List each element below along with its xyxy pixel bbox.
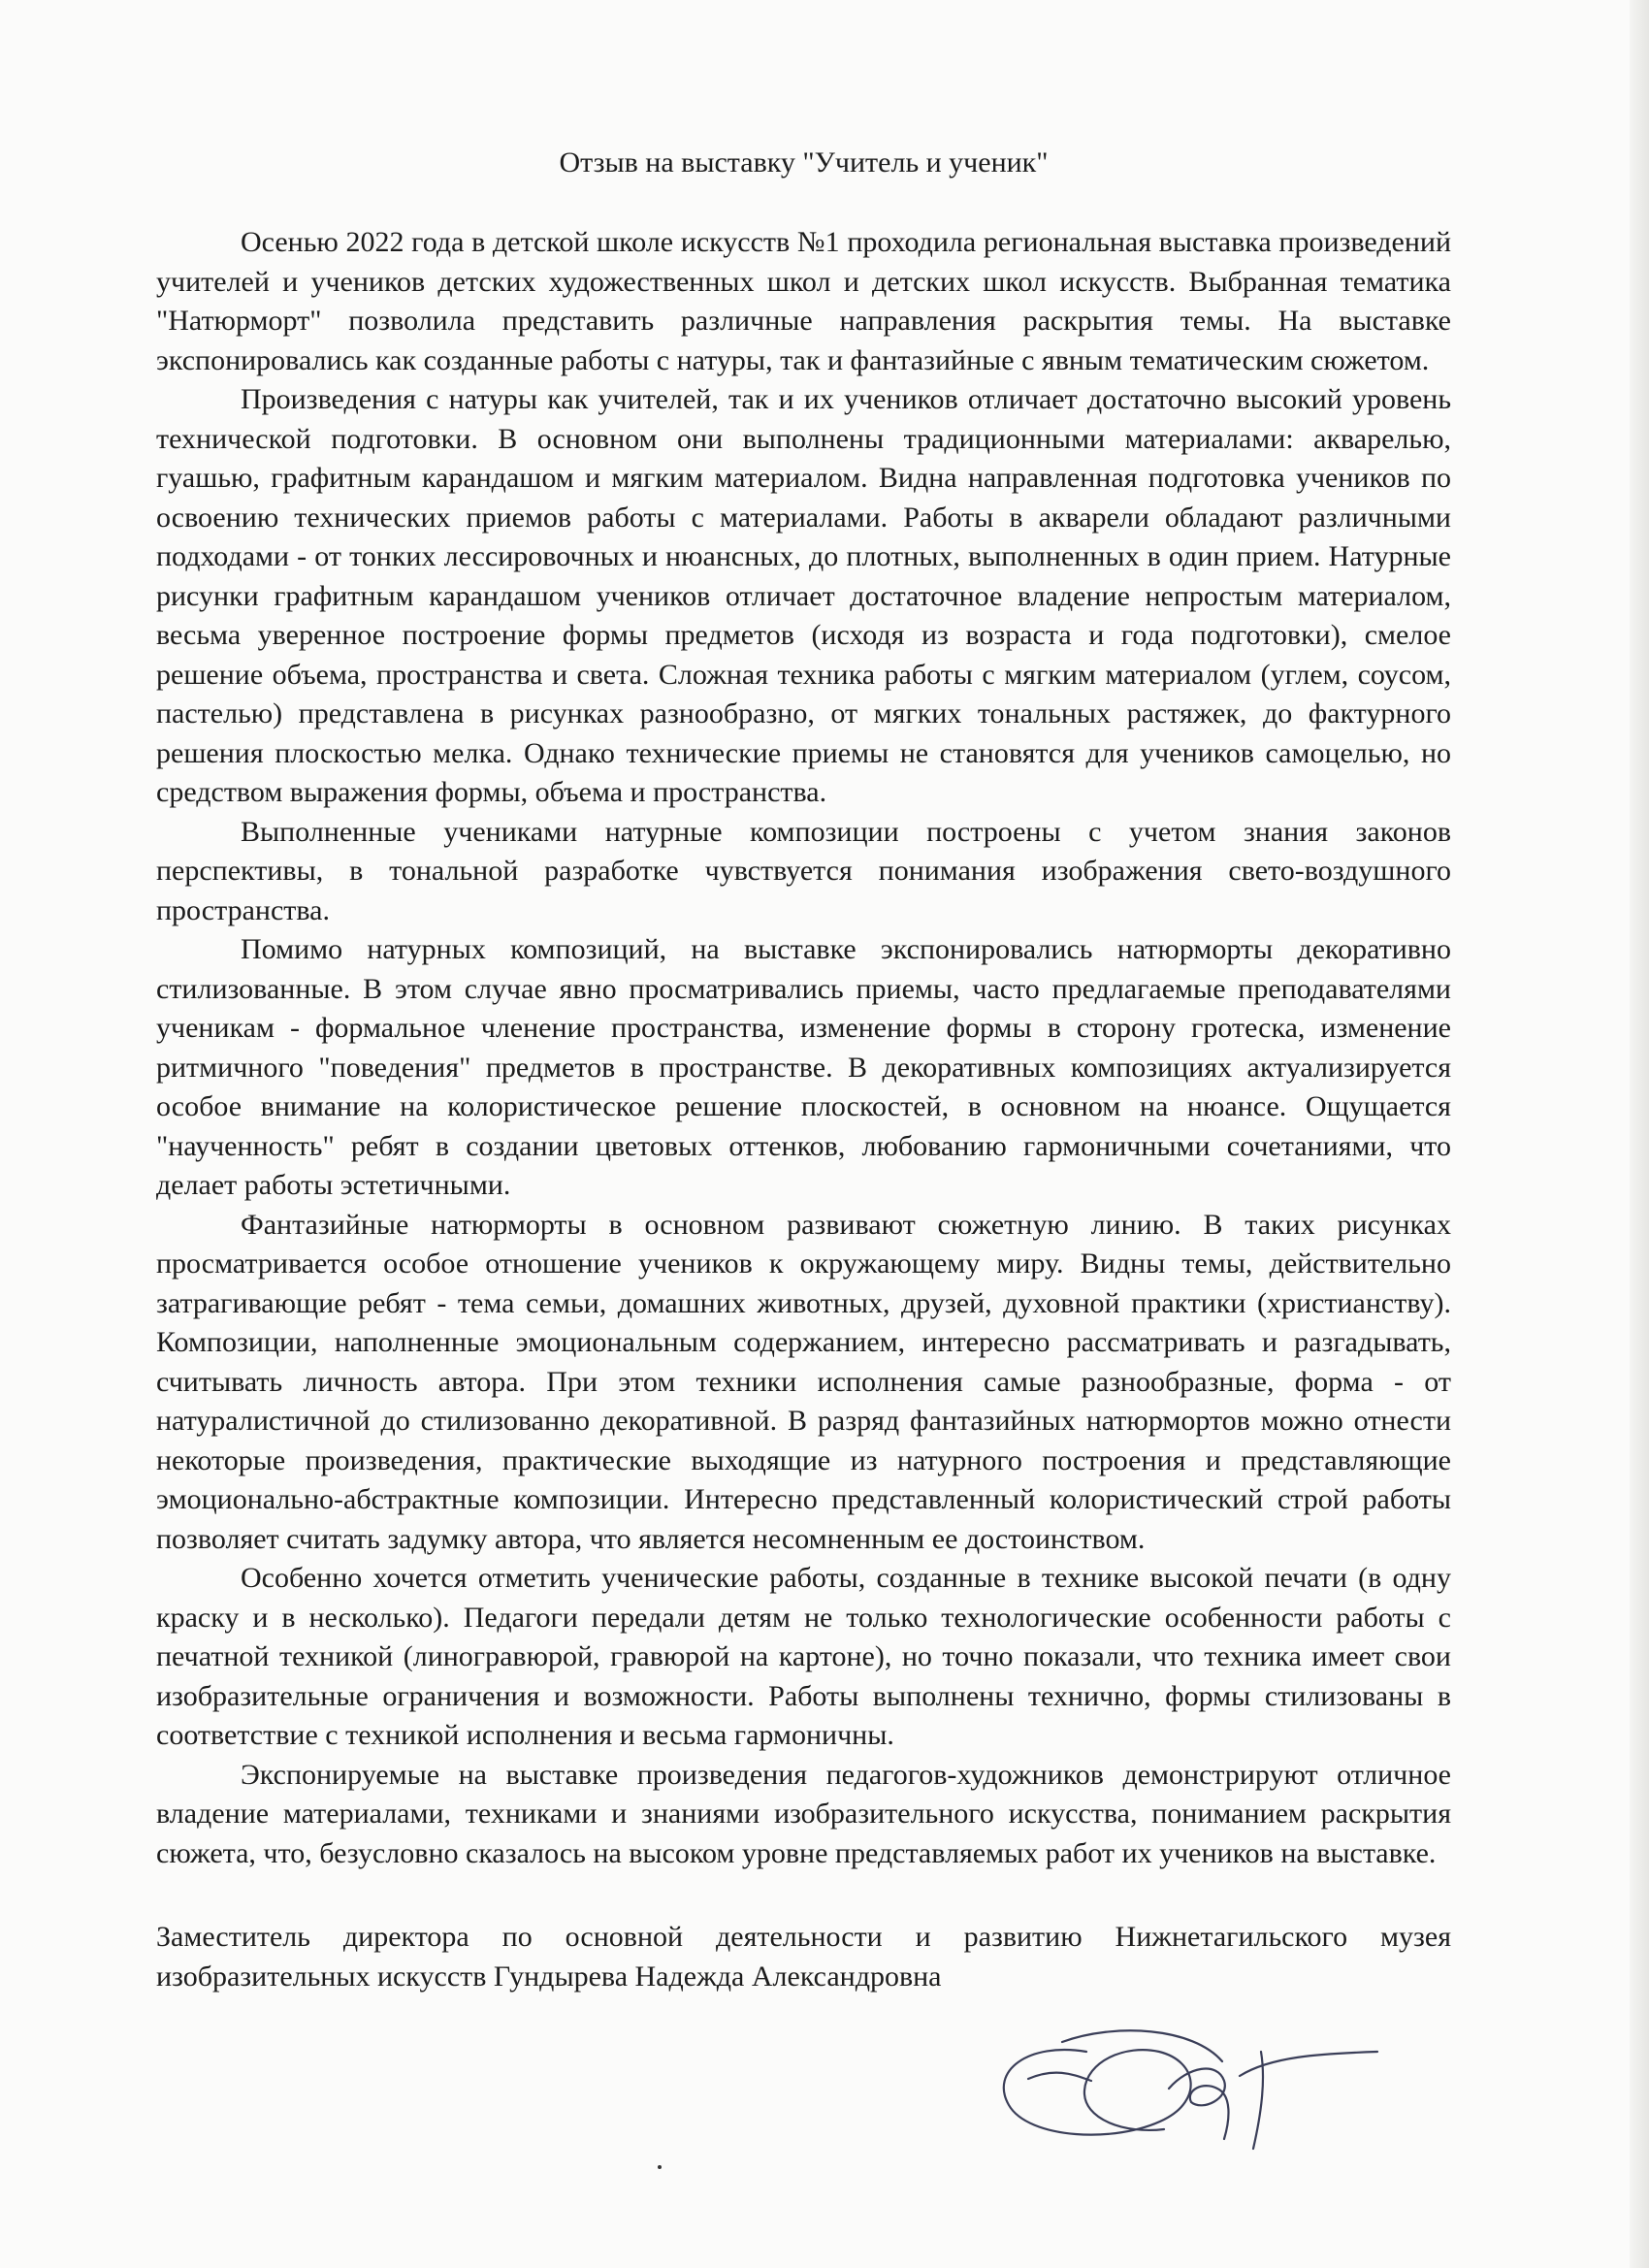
paragraph-nature-works: Произведения с натуры как учителей, так и их учеников отличает достаточно высокий уровень технической подготовки. В основном они выполнены традиционными материалами: акварелью, гуашью, графитным карандашом и мягким материалом. Видна направленная подготовка учеников по освоению технических приемов работы с материалами. Работы в акварели обладают различными подходами - от тонких лессировочных и нюансных, до плотных, выполненных в один прием. Натурные рисунки графитным карандашом учеников отличает достаточное владение непростым материалом, весьма уверенное построение формы предметов (исходя из возраста и года подготовки), смелое решение объема, пространства и света. Сложная техника работы с мягким материалом (углем, соусом, пастелью) представлена в рисунках разнообразно, от мягких тональных растяжек, до фактурного решения плоскостью мелка. Однако технические приемы не становятся для учеников самоцелью, но средством выражения формы, объема и пространства. <box>156 383 1451 808</box>
page-edge-shadow <box>1630 0 1649 2268</box>
paragraph-conclusion: Экспонируемые на выставке произведения педагогов-художников демонстрируют отличное владение материалами, техниками и знаниями изобразительного искусства, пониманием раскрытия сюжета, что, безусловно сказалось на высоком уровне представляемых работ их учеников на выставке. <box>156 1758 1451 1869</box>
paragraph-decorative: Помимо натурных композиций, на выставке экспонировались натюрморты декоративно стилизованные. В этом случае явно просматривались приемы, часто предлагаемые преподавателями ученикам - формальное членение пространства, изменение формы в сторону гротеска, изменение ритмичного "поведения" предметов в пространстве. В декоративных композициях актуализируется особое внимание на колористическое решение плоскостей, в основном на нюансе. Ощущается "наученность" ребят в создании цветовых оттенков, любованию гармоничными сочетаниями, что делает работы эстетичными. <box>156 933 1451 1201</box>
handwritten-signature <box>970 1984 1416 2178</box>
paragraph-fantasy: Фантазийные натюрморты в основном развивают сюжетную линию. В таких рисунках просматривается особое отношение учеников к окружающему миру. Видны темы, действительно затрагивающие ребят - тема семьи, домашних животных, друзей, духовной практики (христианству). Композиции, наполненные эмоциональным содержанием, интересно рассматривать и разгадывать, считывать личность автора. При этом техники исполнения самые разнообразные, форма - от натуралистичной до стилизованно декоративной. В разряд фантазийных натюрмортов можно отнести некоторые произведения, практические выходящие из натурного построения и представляющие эмоционально-абстрактные композиции. Интересно представленный колористический строй работы позволяет считать задумку автора, что является несомненным ее достоинством. <box>156 1208 1451 1555</box>
paragraph-printmaking: Особенно хочется отметить ученические работы, созданные в технике высокой печати (в одну краску и в несколько). Педагоги передали детям не только технологические особенности работы с печатной техникой (линогравюрой, гравюрой на картоне), но точно показали, что техника имеет свои изобразительные ограничения и возможности. Работы выполнены технично, формы стилизованы в соответствие с техникой исполнения и весьма гармоничны. <box>156 1562 1451 1751</box>
signatory-line: Заместитель директора по основной деятельности и развитию Нижнетагильского музея изобразительных искусств Гундырева Надежда Александровна <box>156 1921 1451 1993</box>
review-document <box>156 144 1451 1996</box>
paragraph-intro: Осенью 2022 года в детской школе искусств №1 проходила региональная выставка произведений учителей и учеников детских художественных школ и детских школ искусств. Выбранная тематика "Натюрморт" позволила представить различные направления раскрытия темы. На выставке экспонировались как созданные работы с натуры, так и фантазийные с явным тематическим сюжетом. <box>156 226 1451 376</box>
document-title: Отзыв на выставку "Учитель и ученик" <box>559 146 1049 178</box>
paragraph-perspective: Выполненные учениками натурные композиции построены с учетом знания законов перспективы, в тональной разработке чувствуется понимания изображения свето-воздушного пространства. <box>156 815 1451 926</box>
page-speck <box>658 2165 662 2169</box>
